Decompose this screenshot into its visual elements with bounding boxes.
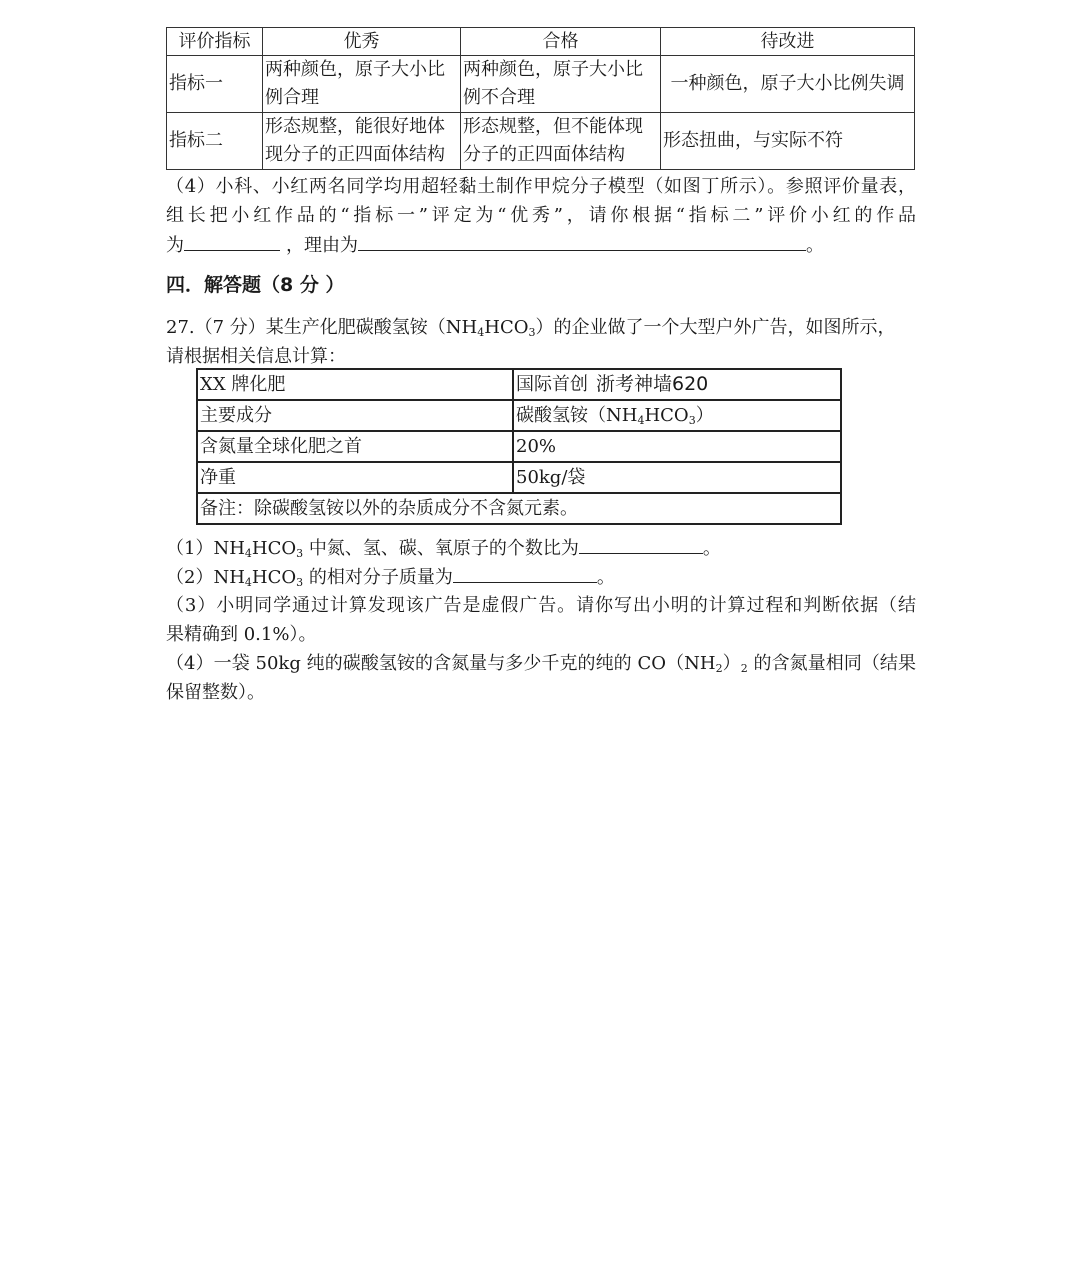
main-ingredient-value <box>513 400 841 431</box>
subquestion-3-line-1: （3）小明同学通过计算发现该广告是虚假广告。请你写出小明的计算过程和判断依据（结 <box>166 595 916 616</box>
section-title: 四．解答题（8 分 ） <box>166 274 345 296</box>
table-row <box>197 400 841 431</box>
subscript: 3 <box>528 326 536 339</box>
cell-line: 现分子的正四面体结构 <box>265 144 445 165</box>
text: 。 <box>596 567 615 588</box>
improve-cell: 一种颜色，原子大小比例失调 <box>661 56 915 113</box>
subquestion-4-line-2: 保留整数）。 <box>166 682 265 703</box>
question-27-intro <box>166 313 916 371</box>
table-row <box>197 431 841 462</box>
cell-line: 形态规整，但不能体现 <box>463 116 643 137</box>
cell-line: 两种颜色，原子大小比 <box>463 59 643 80</box>
text: 。 <box>702 538 721 559</box>
header-cell-excellent: 优秀 <box>263 28 461 56</box>
text: 国际首创 <box>516 374 588 395</box>
subquestion-2 <box>166 562 916 591</box>
text: ，理由为 <box>286 235 358 256</box>
table-row <box>197 369 841 400</box>
question-4-line-1: （4）小科、小红两名同学均用超轻黏土制作甲烷分子模型（如图丁所示）。参照评价量表， <box>166 176 916 197</box>
text: 。 <box>806 235 824 256</box>
text: ） <box>695 405 714 426</box>
subscript: 3 <box>296 576 304 589</box>
text: 的含氮量相同（结果 <box>747 653 916 674</box>
text: ） <box>722 653 741 674</box>
pass-cell <box>461 113 661 170</box>
evaluation-table <box>166 27 915 170</box>
text: 中氮、氢、碳、氧原子的个数比为 <box>303 538 579 559</box>
subquestion-3-line-2: 果精确到 0.1%）。 <box>166 624 317 645</box>
text: （4）一袋 50kg 纯的碳酸氢铵的含氮量与多少千克的纯的 CO（NH <box>166 653 716 674</box>
product-note: 备注：除碳酸氢铵以外的杂质成分不含氮元素。 <box>197 493 841 524</box>
text: ）的企业做了一个大型户外广告，如图所示， <box>535 317 896 338</box>
text: 为 <box>166 235 184 256</box>
cell-line: 例合理 <box>265 87 319 108</box>
text: HCO <box>251 538 297 559</box>
subscript: 4 <box>477 326 485 339</box>
excellent-cell <box>263 56 461 113</box>
net-weight-value: 50kg/袋 <box>513 462 841 493</box>
question-27-line-2: 请根据相关信息计算： <box>166 346 346 367</box>
text: （2）NH <box>166 567 245 588</box>
cell-line: 分子的正四面体结构 <box>463 144 625 165</box>
subscript: 4 <box>637 414 645 427</box>
answer-blank-rating[interactable] <box>184 230 280 251</box>
pass-cell <box>461 56 661 113</box>
answer-blank-ratio[interactable] <box>579 533 703 554</box>
subscript: 4 <box>244 547 252 560</box>
main-ingredient-label: 主要成分 <box>197 400 513 431</box>
subquestion-1 <box>166 533 916 562</box>
subscript: 3 <box>688 414 696 427</box>
subscript: 3 <box>296 547 304 560</box>
question-4-line-2: 组长把小红作品的“指标一”评定为“优秀”，请你根据“指标二”评价小红的作品 <box>166 205 916 226</box>
table-row <box>197 462 841 493</box>
question-4 <box>166 172 916 259</box>
text: 27.（7 分）某生产化肥碳酸氢铵（NH <box>166 317 478 338</box>
text: HCO <box>644 405 689 426</box>
subscript: 2 <box>740 662 748 675</box>
answer-blank-molecular-mass[interactable] <box>453 562 597 583</box>
indicator-name: 指标一 <box>167 56 263 113</box>
nitrogen-value: 20% <box>513 431 841 462</box>
indicator-name: 指标二 <box>167 113 263 170</box>
table-row <box>167 113 915 170</box>
header-cell-improve: 待改进 <box>661 28 915 56</box>
product-name: XX 牌化肥 <box>197 369 513 400</box>
subquestion-4-line-1 <box>166 649 916 678</box>
cell-line: 例不合理 <box>463 87 535 108</box>
excellent-cell <box>263 113 461 170</box>
cell-line: 形态规整，能很好地体 <box>265 116 445 137</box>
text: 的相对分子质量为 <box>303 567 453 588</box>
question-27-line-1 <box>166 313 916 342</box>
table-row <box>167 56 915 113</box>
subscript: 4 <box>244 576 252 589</box>
header-cell-pass: 合格 <box>461 28 661 56</box>
improve-cell: 形态扭曲，与实际不符 <box>661 113 915 170</box>
text: HCO <box>484 317 529 338</box>
table-row <box>197 493 841 524</box>
text: HCO <box>251 567 297 588</box>
text: 碳酸氢铵（NH <box>516 405 638 426</box>
net-weight-label: 净重 <box>197 462 513 493</box>
product-claim <box>513 369 841 400</box>
product-table <box>196 368 842 525</box>
answer-blank-reason[interactable] <box>358 230 806 251</box>
evaluation-table-header <box>167 28 915 56</box>
question-27-subquestions <box>166 533 916 707</box>
header-cell-indicator: 评价指标 <box>167 28 263 56</box>
question-4-line-3 <box>166 230 916 259</box>
watermark-text: 浙考神墙620 <box>596 373 709 395</box>
subscript: 2 <box>715 662 723 675</box>
nitrogen-label: 含氮量全球化肥之首 <box>197 431 513 462</box>
cell-line: 两种颜色，原子大小比 <box>265 59 445 80</box>
text: （1）NH <box>166 538 245 559</box>
